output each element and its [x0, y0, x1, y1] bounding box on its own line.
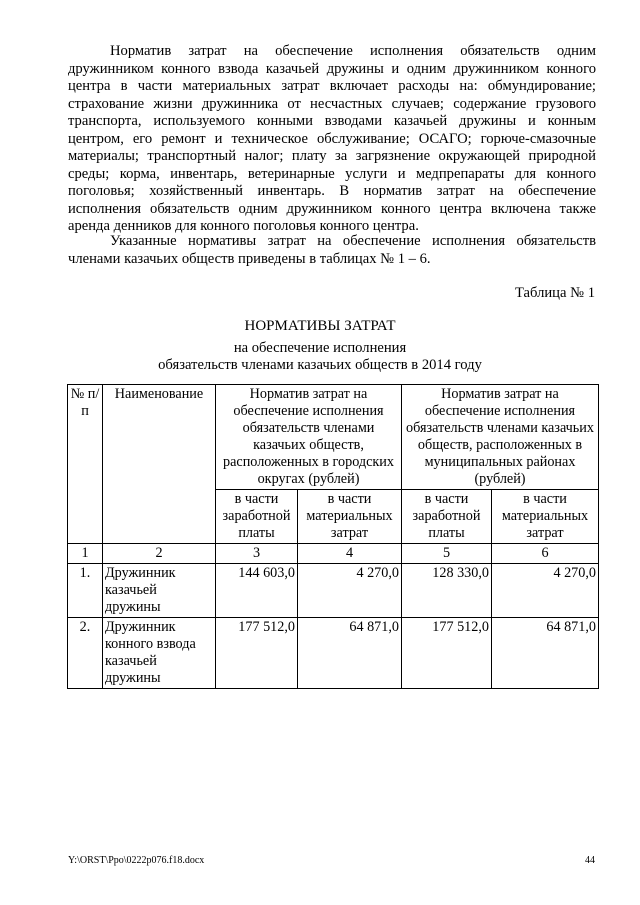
header-col-no: № п/п [68, 385, 103, 544]
norms-table [67, 384, 599, 689]
urban-salary-value: 144 603,0 [216, 564, 298, 618]
row-number: 2. [68, 618, 103, 689]
column-number: 3 [216, 544, 298, 564]
header-col-name: Наименование [103, 385, 216, 544]
row-name: Дружинник конного взвода казачьей дружины [103, 618, 216, 689]
urban-salary-value: 177 512,0 [216, 618, 298, 689]
header-group-urban: Норматив затрат на обеспечение исполнения обязательств членами казачьих обществ, расположенных в городских округах (рублей) [216, 385, 402, 490]
footer-page-number: 44 [585, 855, 595, 866]
column-number: 2 [103, 544, 216, 564]
header-municipal-salary: в части заработной платы [402, 490, 492, 544]
column-number: 1 [68, 544, 103, 564]
body-paragraph-1: Норматив затрат на обеспечение исполнения обязательств одним дружинником конного взвода казачьей дружины и одним дружинником конного центра в части материальных затрат включает расходы на: обмундирование; страхование жизни дружинника от несчастных случаев; содержание грузового транспорта, используемого конными взводами казачьей дружины и конным центром, его ремонт и техническое обслуживание; ОСАГО; горюче-смазочные материалы; транспортный налог; плату за загрязнение окружающей природной среды; корма, инвентарь, ветеринарные услуги и медпрепараты для конного поголовья; хозяйственный инвентарь. В норматив затрат на обеспечение исполнения обязательств одним дружинником конного центра включена также аренда денников для конного поголовья конного центра. [68, 43, 596, 234]
header-urban-salary: в части заработной платы [216, 490, 298, 544]
header-group-municipal: Норматив затрат на обеспечение исполнения обязательств членами казачьих обществ, расположенных в муниципальных районах (рублей) [402, 385, 599, 490]
table-title: НОРМАТИВЫ ЗАТРАТ [244, 318, 396, 334]
column-number: 5 [402, 544, 492, 564]
table-header-row [68, 385, 599, 490]
table-row [68, 618, 599, 689]
urban-material-value: 4 270,0 [298, 564, 402, 618]
table-subtitle-1: на обеспечение исполнения [233, 340, 407, 356]
municipal-salary-value: 177 512,0 [402, 618, 492, 689]
column-number: 4 [298, 544, 402, 564]
municipal-material-value: 64 871,0 [492, 618, 599, 689]
row-name: Дружинник казачьей дружины [103, 564, 216, 618]
column-number: 6 [492, 544, 599, 564]
municipal-material-value: 4 270,0 [492, 564, 599, 618]
header-urban-material: в части материальных затрат [298, 490, 402, 544]
table-subtitle-2: обязательств членами казачьих обществ в 2014 году [158, 357, 482, 373]
urban-material-value: 64 871,0 [298, 618, 402, 689]
table-number-label: Таблица № 1 [515, 285, 595, 301]
row-number: 1. [68, 564, 103, 618]
table-row [68, 564, 599, 618]
footer-file-path: Y:\ORST\Ppo\0222p076.f18.docx [68, 855, 205, 866]
body-paragraph-2: Указанные нормативы затрат на обеспечение исполнения обязательств членами казачьих обществ приведены в таблицах № 1 – 6. [68, 233, 596, 267]
column-number-row [68, 544, 599, 564]
municipal-salary-value: 128 330,0 [402, 564, 492, 618]
header-municipal-material: в части материальных затрат [492, 490, 599, 544]
